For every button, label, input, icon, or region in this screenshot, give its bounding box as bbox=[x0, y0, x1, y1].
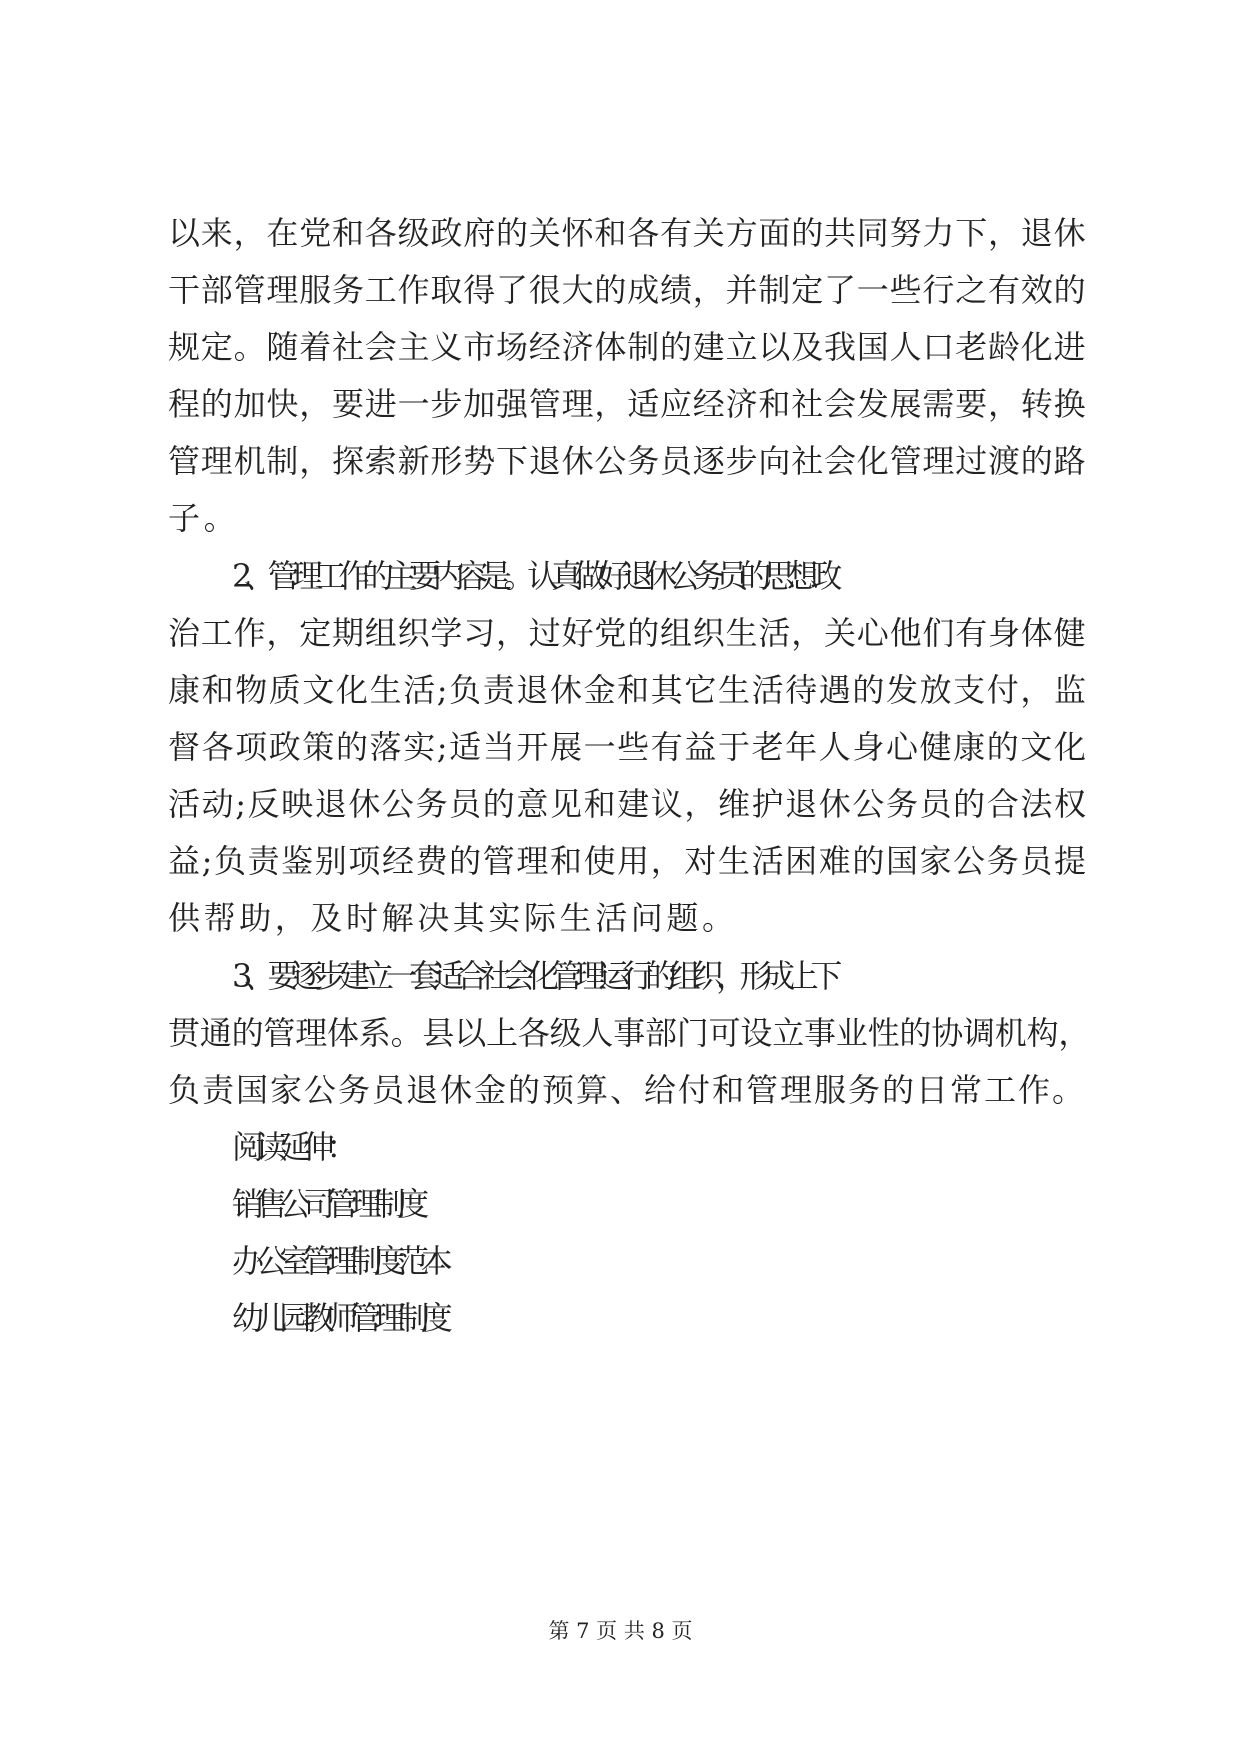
paragraph-3-line-2: 贯通的管理体系。县以上各级人事部门可设立事业性的协调机构， bbox=[168, 1014, 1091, 1052]
paragraph-3-line-3: 负责国家公务员退休金的预算、给付和管理服务的日常工作。 bbox=[168, 1071, 1087, 1109]
paragraph-2-line-1: 2、管理工作的主要内容是。认真做好退休公务员的思想政 bbox=[232, 557, 834, 595]
reading-extension-heading: 阅读延伸： bbox=[232, 1128, 351, 1166]
paragraph-2-line-2: 治工作，定期组织学习，过好党的组织生活，关心他们有身体健 bbox=[168, 614, 1087, 652]
paragraph-2-line-5: 活动;反映退休公务员的意见和建议，维护退休公务员的合法权 bbox=[168, 785, 1088, 823]
reading-extension-item-1: 销售公司管理制度 bbox=[232, 1185, 421, 1223]
paragraph-2-line-4: 督各项政策的落实;适当开展一些有益于老年人身心健康的文化 bbox=[168, 728, 1088, 766]
paragraph-3-line-1: 3、要逐步建立一套适合社会化管理运行的组织，形成上下 bbox=[232, 957, 834, 995]
paragraph-2-line-7: 供帮助，及时解决其实际生活问题。 bbox=[168, 899, 738, 937]
paragraph-1-line-1: 以来，在党和各级政府的关怀和各有关方面的共同努力下，退休 bbox=[168, 214, 1087, 252]
paragraph-1-line-4: 程的加快，要进一步加强管理，适应经济和社会发展需要，转换 bbox=[168, 385, 1087, 423]
paragraph-1-line-3: 规定。随着社会主义市场经济体制的建立以及我国人口老龄化进 bbox=[168, 328, 1087, 366]
paragraph-2-line-3: 康和物质文化生活;负责退休金和其它生活待遇的发放支付，监 bbox=[168, 671, 1088, 709]
paragraph-1-line-6: 子。 bbox=[168, 499, 240, 537]
reading-extension-item-3: 幼儿园教师管理制度 bbox=[232, 1299, 445, 1337]
reading-extension-item-2: 办公室管理制度范本 bbox=[232, 1242, 445, 1280]
page-number-footer: 第 7 页 共 8 页 bbox=[548, 1619, 693, 1643]
paragraph-2-line-6: 益;负责鉴别项经费的管理和使用，对生活困难的国家公务员提 bbox=[168, 842, 1088, 880]
paragraph-1-line-5: 管理机制，探索新形势下退休公务员逐步向社会化管理过渡的路 bbox=[168, 442, 1087, 480]
paragraph-1-line-2: 干部管理服务工作取得了很大的成绩，并制定了一些行之有效的 bbox=[168, 271, 1087, 309]
